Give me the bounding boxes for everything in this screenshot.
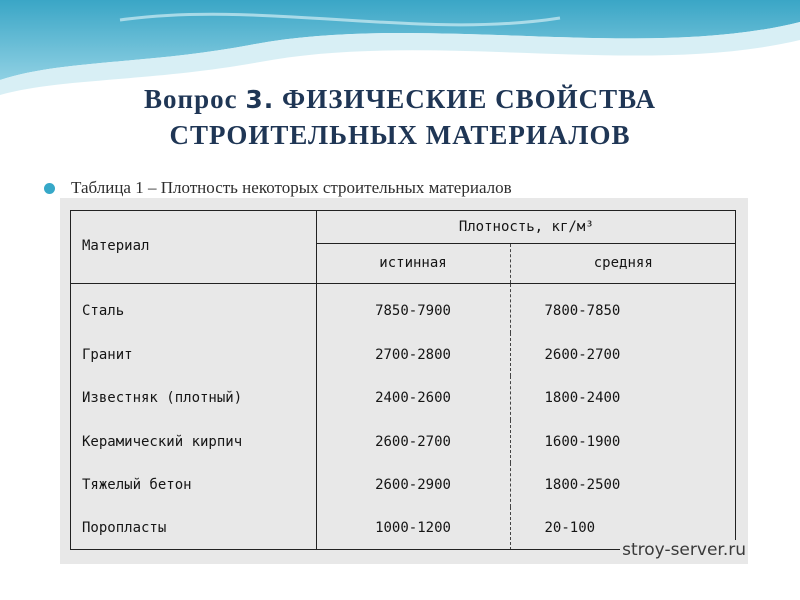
true-density-value: 7850-7900 <box>316 283 510 333</box>
true-density-value: 2600-2700 <box>316 420 510 463</box>
header-material: Материал <box>70 210 316 283</box>
average-density-value: 1800-2400 <box>510 376 736 419</box>
table-row <box>70 420 736 463</box>
true-density-value: 2700-2800 <box>316 333 510 376</box>
title-number: 3. <box>245 85 275 114</box>
average-density-value: 1800-2500 <box>510 463 736 506</box>
watermark: stroy-server.ru <box>622 540 746 560</box>
slide-title-line-2: СТРОИТЕЛЬНЫХ МАТЕРИАЛОВ <box>169 120 631 150</box>
title-rest: ФИЗИЧЕСКИЕ СВОЙСТВА <box>282 84 656 114</box>
true-density-value: 2600-2900 <box>316 463 510 506</box>
table-row <box>70 333 736 376</box>
table-row <box>70 283 736 333</box>
density-table <box>70 210 736 550</box>
header-true-density: истинная <box>316 244 510 283</box>
material-name: Керамический кирпич <box>82 433 243 450</box>
average-density-value: 20-100 <box>510 507 736 550</box>
header-density: Плотность, кг/м³ <box>316 210 736 244</box>
average-density-value: 2600-2700 <box>510 333 736 376</box>
bullet-item <box>44 177 764 199</box>
material-name: Гранит <box>82 346 133 363</box>
table-row <box>70 463 736 506</box>
header-average-density: средняя <box>510 244 736 283</box>
material-name: Известняк (плотный) <box>82 390 243 407</box>
average-density-value: 1600-1900 <box>510 420 736 463</box>
material-name: Тяжелый бетон <box>82 476 192 493</box>
bullet-icon <box>44 183 55 194</box>
title-prefix: Вопрос <box>144 84 238 114</box>
true-density-value: 1000-1200 <box>316 507 510 550</box>
true-density-value: 2400-2600 <box>316 376 510 419</box>
slide-title-line-1 <box>0 84 800 115</box>
average-density-value: 7800-7850 <box>510 283 736 333</box>
table-row <box>70 376 736 419</box>
decorative-wave-header <box>0 0 800 95</box>
material-name: Поропласты <box>82 520 167 537</box>
material-name: Сталь <box>82 303 125 320</box>
table-caption: Таблица 1 – Плотность некоторых строительных материалов <box>71 178 512 197</box>
scanned-table-image <box>60 198 748 564</box>
